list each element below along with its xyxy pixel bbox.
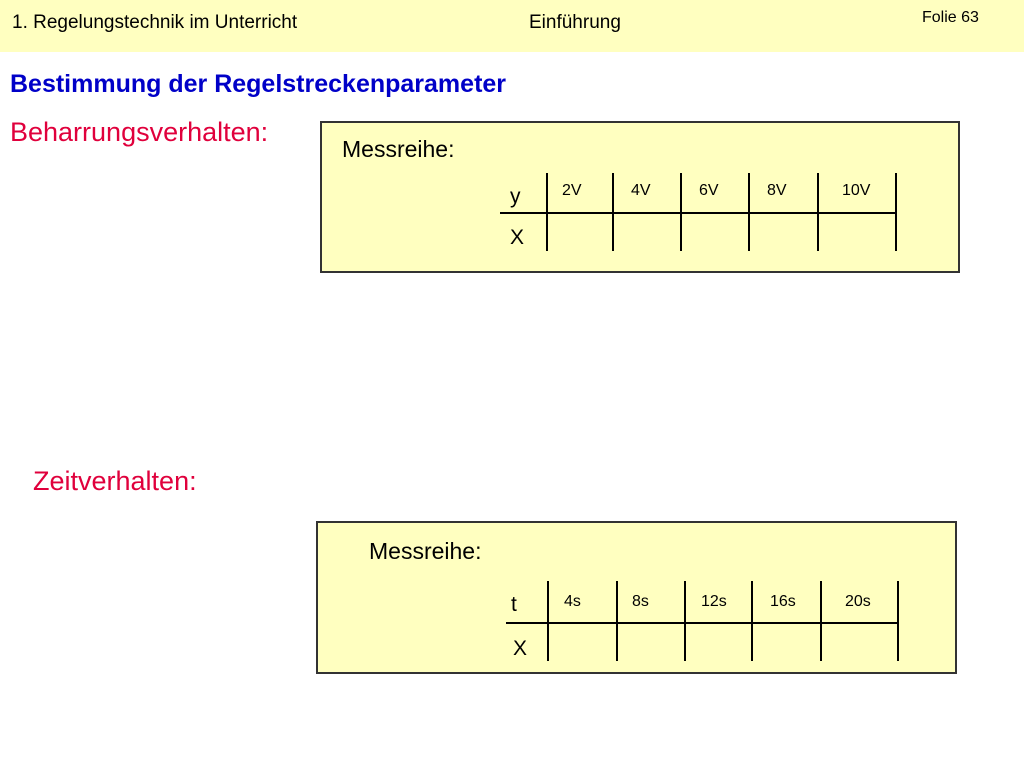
table-cell: 2V [562, 182, 582, 199]
table-cell: 8V [767, 182, 787, 199]
measurement-box-time-behavior [316, 521, 957, 674]
table-column-divider [820, 581, 822, 661]
table-column-divider [897, 581, 899, 661]
slide-number: Folie 63 [922, 9, 979, 26]
table-row-divider [500, 212, 897, 214]
table-cell: 4V [631, 182, 651, 199]
table-column-divider [684, 581, 686, 661]
table-column-divider [748, 173, 750, 251]
slide-header [0, 0, 1024, 52]
table-column-divider [895, 173, 897, 251]
row-label-x: X [510, 226, 525, 249]
table-column-divider [817, 173, 819, 251]
measurement-label: Messreihe: [342, 136, 455, 162]
table-column-divider [680, 173, 682, 251]
table-cell: 6V [699, 182, 719, 199]
heading-time-behavior: Zeitverhalten: [33, 466, 197, 496]
topic-title: Einführung [529, 12, 621, 33]
measurement-label: Messreihe: [369, 538, 482, 564]
course-title: 1. Regelungstechnik im Unterricht [12, 12, 298, 33]
table-cell: 10V [842, 182, 871, 199]
table-cell: 16s [770, 593, 796, 610]
table-column-divider [547, 581, 549, 661]
table-cell: 20s [845, 593, 871, 610]
row-label-t: t [511, 593, 517, 616]
row-label-x: X [513, 637, 528, 660]
table-cell: 8s [632, 593, 649, 610]
page-title: Bestimmung der Regelstreckenparameter [10, 70, 507, 98]
table-cell: 12s [701, 593, 727, 610]
row-label-y: y [510, 185, 521, 208]
table-column-divider [546, 173, 548, 251]
heading-steady-state: Beharrungsverhalten: [10, 117, 269, 147]
table-cell: 4s [564, 593, 581, 610]
table-column-divider [616, 581, 618, 661]
table-column-divider [751, 581, 753, 661]
table-row-divider [506, 622, 899, 624]
table-column-divider [612, 173, 614, 251]
measurement-box-steady-state [320, 121, 960, 273]
